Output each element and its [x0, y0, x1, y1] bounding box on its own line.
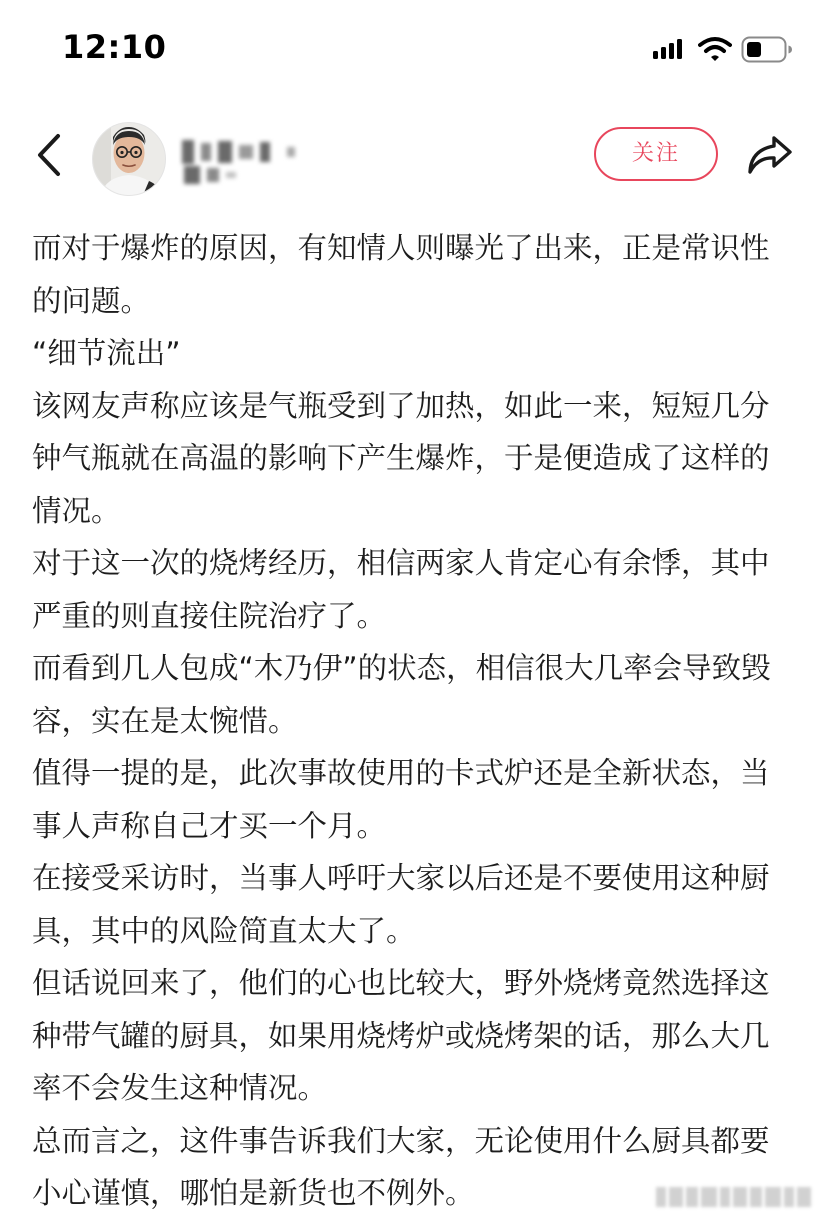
watermark-blurred [656, 1186, 826, 1214]
article-paragraph: 而看到几人包成“木乃伊”的状态，相信很大几率会导致毁容，实在是太惋惜。 [32, 651, 771, 738]
battery-icon [741, 36, 793, 63]
article-paragraph: 值得一提的是，此次事故使用的卡式炉还是全新状态，当事人声称自己才买一个月。 [32, 756, 770, 843]
article-body [32, 222, 798, 1220]
nav-bar [0, 110, 828, 202]
share-arrow-icon[interactable] [746, 134, 794, 176]
article-paragraph: 对于这一次的烧烤经历，相信两家人肯定心有余悸，其中严重的则直接住院治疗了。 [32, 546, 770, 633]
follow-button[interactable]: 关注 [594, 127, 718, 181]
back-chevron-icon[interactable] [30, 132, 66, 178]
username-blurred[interactable] [182, 140, 312, 174]
avatar-portrait-icon [93, 123, 165, 195]
article-paragraph: 在接受采访时，当事人呼吁大家以后还是不要使用这种厨具，其中的风险简直太大了。 [32, 861, 770, 948]
status-time: 12:10 [62, 28, 167, 66]
article-paragraph: 而对于爆炸的原因，有知情人则曝光了出来，正是常识性的问题。 [32, 231, 770, 318]
status-bar [0, 0, 828, 96]
article-paragraph: 总而言之，这件事告诉我们大家，无论使用什么厨具都要小心谨慎，哪怕是新货也不例外。 [32, 1123, 770, 1210]
article-paragraph: “细节流出” [32, 336, 181, 370]
article-paragraph: 但话说回来了，他们的心也比较大，野外烧烤竟然选择这种带气罐的厨具，如果用烧烤炉或烧烤架的话，那么大几率不会发生这种情况。 [32, 966, 770, 1105]
cellular-signal-icon [652, 38, 686, 62]
article-paragraph: 该网友声称应该是气瓶受到了加热，如此一来，短短几分钟气瓶就在高温的影响下产生爆炸，于是便造成了这样的情况。 [32, 388, 770, 528]
wifi-icon [698, 36, 732, 62]
avatar[interactable] [92, 122, 166, 196]
